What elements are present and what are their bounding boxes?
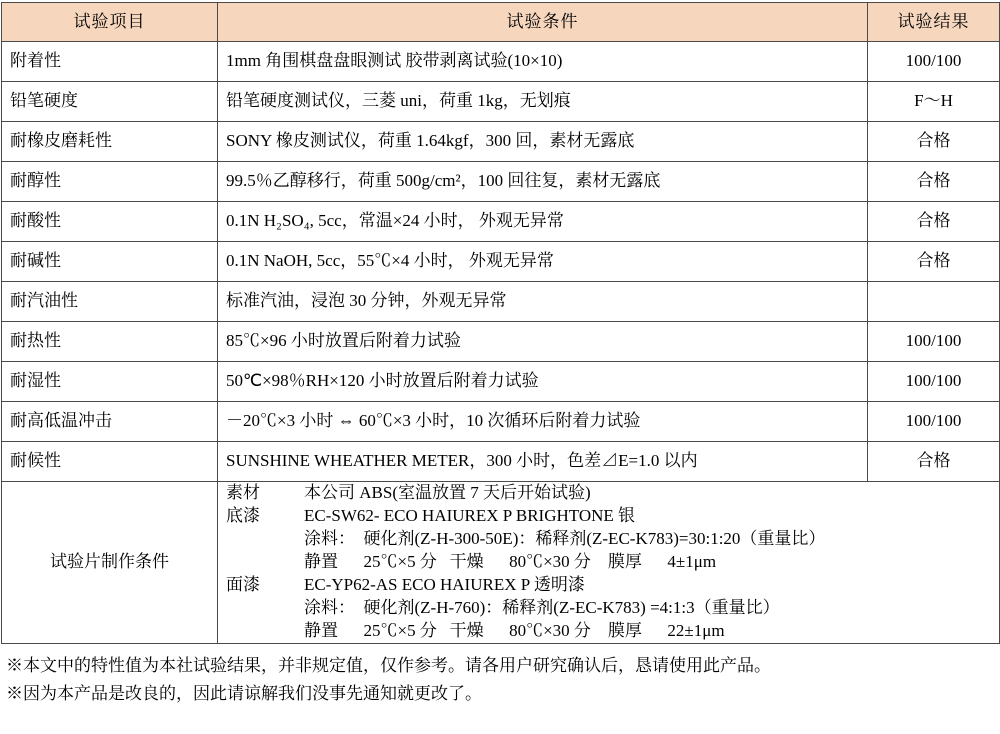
cell-item: 附着性 [2,42,218,82]
preparation-key: 面漆 [226,574,260,594]
spec-sheet [0,2,1000,734]
preparation-key [226,528,304,551]
cell-condition: 铅笔硬度测试仪，三菱 uni，荷重 1kg，无划痕 [218,82,868,122]
table-row [2,42,1000,82]
preparation-line [226,597,991,620]
table-body [2,42,1000,644]
cell-condition: 标准汽油，浸泡 30 分钟，外观无异常 [218,282,868,322]
cell-result: 100/100 [868,362,1000,402]
table-row-preparation [2,482,1000,644]
preparation-value: EC-YP62-AS ECO HAIUREX P 透明漆 [304,574,585,594]
cell-item: 耐候性 [2,442,218,482]
preparation-value: 静置 25℃×5 分 干燥 80℃×30 分 膜厚 22±1μm [304,620,725,640]
table-header [2,3,1000,42]
cell-result: 100/100 [868,322,1000,362]
cell-result: 100/100 [868,42,1000,82]
cell-result [868,282,1000,322]
preparation-value: EC-SW62- ECO HAIUREX P BRIGHTONE 银 [304,505,636,525]
cell-condition: 50℃×98％RH×120 小时放置后附着力试验 [218,362,868,402]
cell-item: 耐热性 [2,322,218,362]
preparation-value: 涂料： 硬化剂(Z-H-760)：稀释剂(Z-EC-K783) =4:1:3（重量比） [304,597,780,617]
cell-condition: －20℃×3 小时 ⇔ 60℃×3 小时，10 次循环后附着力试验 [218,402,868,442]
preparation-key: 底漆 [226,505,260,525]
cell-preparation-label: 试验片制作条件 [2,482,218,644]
cell-result: 合格 [868,162,1000,202]
column-header-item: 试验项目 [2,3,218,42]
footnotes [6,652,996,708]
cell-condition: 0.1N H₂SO₄, 5cc，常温×24 小时， 外观无异常 [218,202,868,242]
table-row [2,322,1000,362]
cell-item: 铅笔硬度 [2,82,218,122]
cell-condition: 85℃×96 小时放置后附着力试验 [218,322,868,362]
column-header-result: 试验结果 [868,3,1000,42]
cell-item: 耐高低温冲击 [2,402,218,442]
preparation-line [226,574,991,597]
preparation-value: 静置 25℃×5 分 干燥 80℃×30 分 膜厚 4±1μm [304,551,717,571]
cell-condition: SUNSHINE WHEATHER METER，300 小时，色差⊿E=1.0 以内 [218,442,868,482]
preparation-key: 素材 [226,483,260,502]
cell-preparation-details [218,482,1000,644]
cell-item: 耐酸性 [2,202,218,242]
table-row [2,162,1000,202]
cell-item: 耐橡皮磨耗性 [2,122,218,162]
cell-condition: 99.5％乙醇移行，荷重 500g/cm²，100 回往复，素材无露底 [218,162,868,202]
table-row [2,402,1000,442]
cell-result: 合格 [868,122,1000,162]
preparation-line [226,551,991,574]
cell-item: 耐汽油性 [2,282,218,322]
preparation-key [226,597,304,620]
footnote-line: ※因为本产品是改良的，因此请谅解我们没事先通知就更改了。 [6,683,482,703]
cell-condition: 0.1N NaOH, 5cc，55℃×4 小时， 外观无异常 [218,242,868,282]
preparation-value: 涂料： 硬化剂(Z-H-300-50E)：稀释剂(Z-EC-K783)=30:1:20（重量比） [304,528,826,548]
cell-result: 合格 [868,202,1000,242]
preparation-key [226,551,304,574]
cell-item: 耐湿性 [2,362,218,402]
cell-condition: SONY 橡皮测试仪，荷重 1.64kgf，300 回，素材无露底 [218,122,868,162]
column-header-condition: 试验条件 [218,3,868,42]
preparation-value: 本公司 ABS(室温放置 7 天后开始试验) [304,483,591,502]
preparation-key [226,620,304,643]
preparation-line [226,482,991,505]
cell-result: 100/100 [868,402,1000,442]
preparation-line [226,528,991,551]
cell-result: 合格 [868,242,1000,282]
table-row [2,362,1000,402]
table-row [2,442,1000,482]
table-row [2,82,1000,122]
preparation-line [226,620,991,643]
cell-result: F〜H [868,82,1000,122]
cell-result: 合格 [868,442,1000,482]
test-results-table [1,2,1000,644]
table-header-row [2,3,1000,42]
table-row [2,242,1000,282]
cell-condition: 1mm 角围棋盘盘眼测试 胶带剥离试验(10×10) [218,42,868,82]
cell-item: 耐醇性 [2,162,218,202]
table-row [2,202,1000,242]
footnote-line: ※本文中的特性值为本社试验结果，并非规定值，仅作参考。请各用户研究确认后，恳请使用此产品。 [6,655,771,675]
table-row [2,122,1000,162]
preparation-line [226,505,991,528]
cell-item: 耐碱性 [2,242,218,282]
table-row [2,282,1000,322]
